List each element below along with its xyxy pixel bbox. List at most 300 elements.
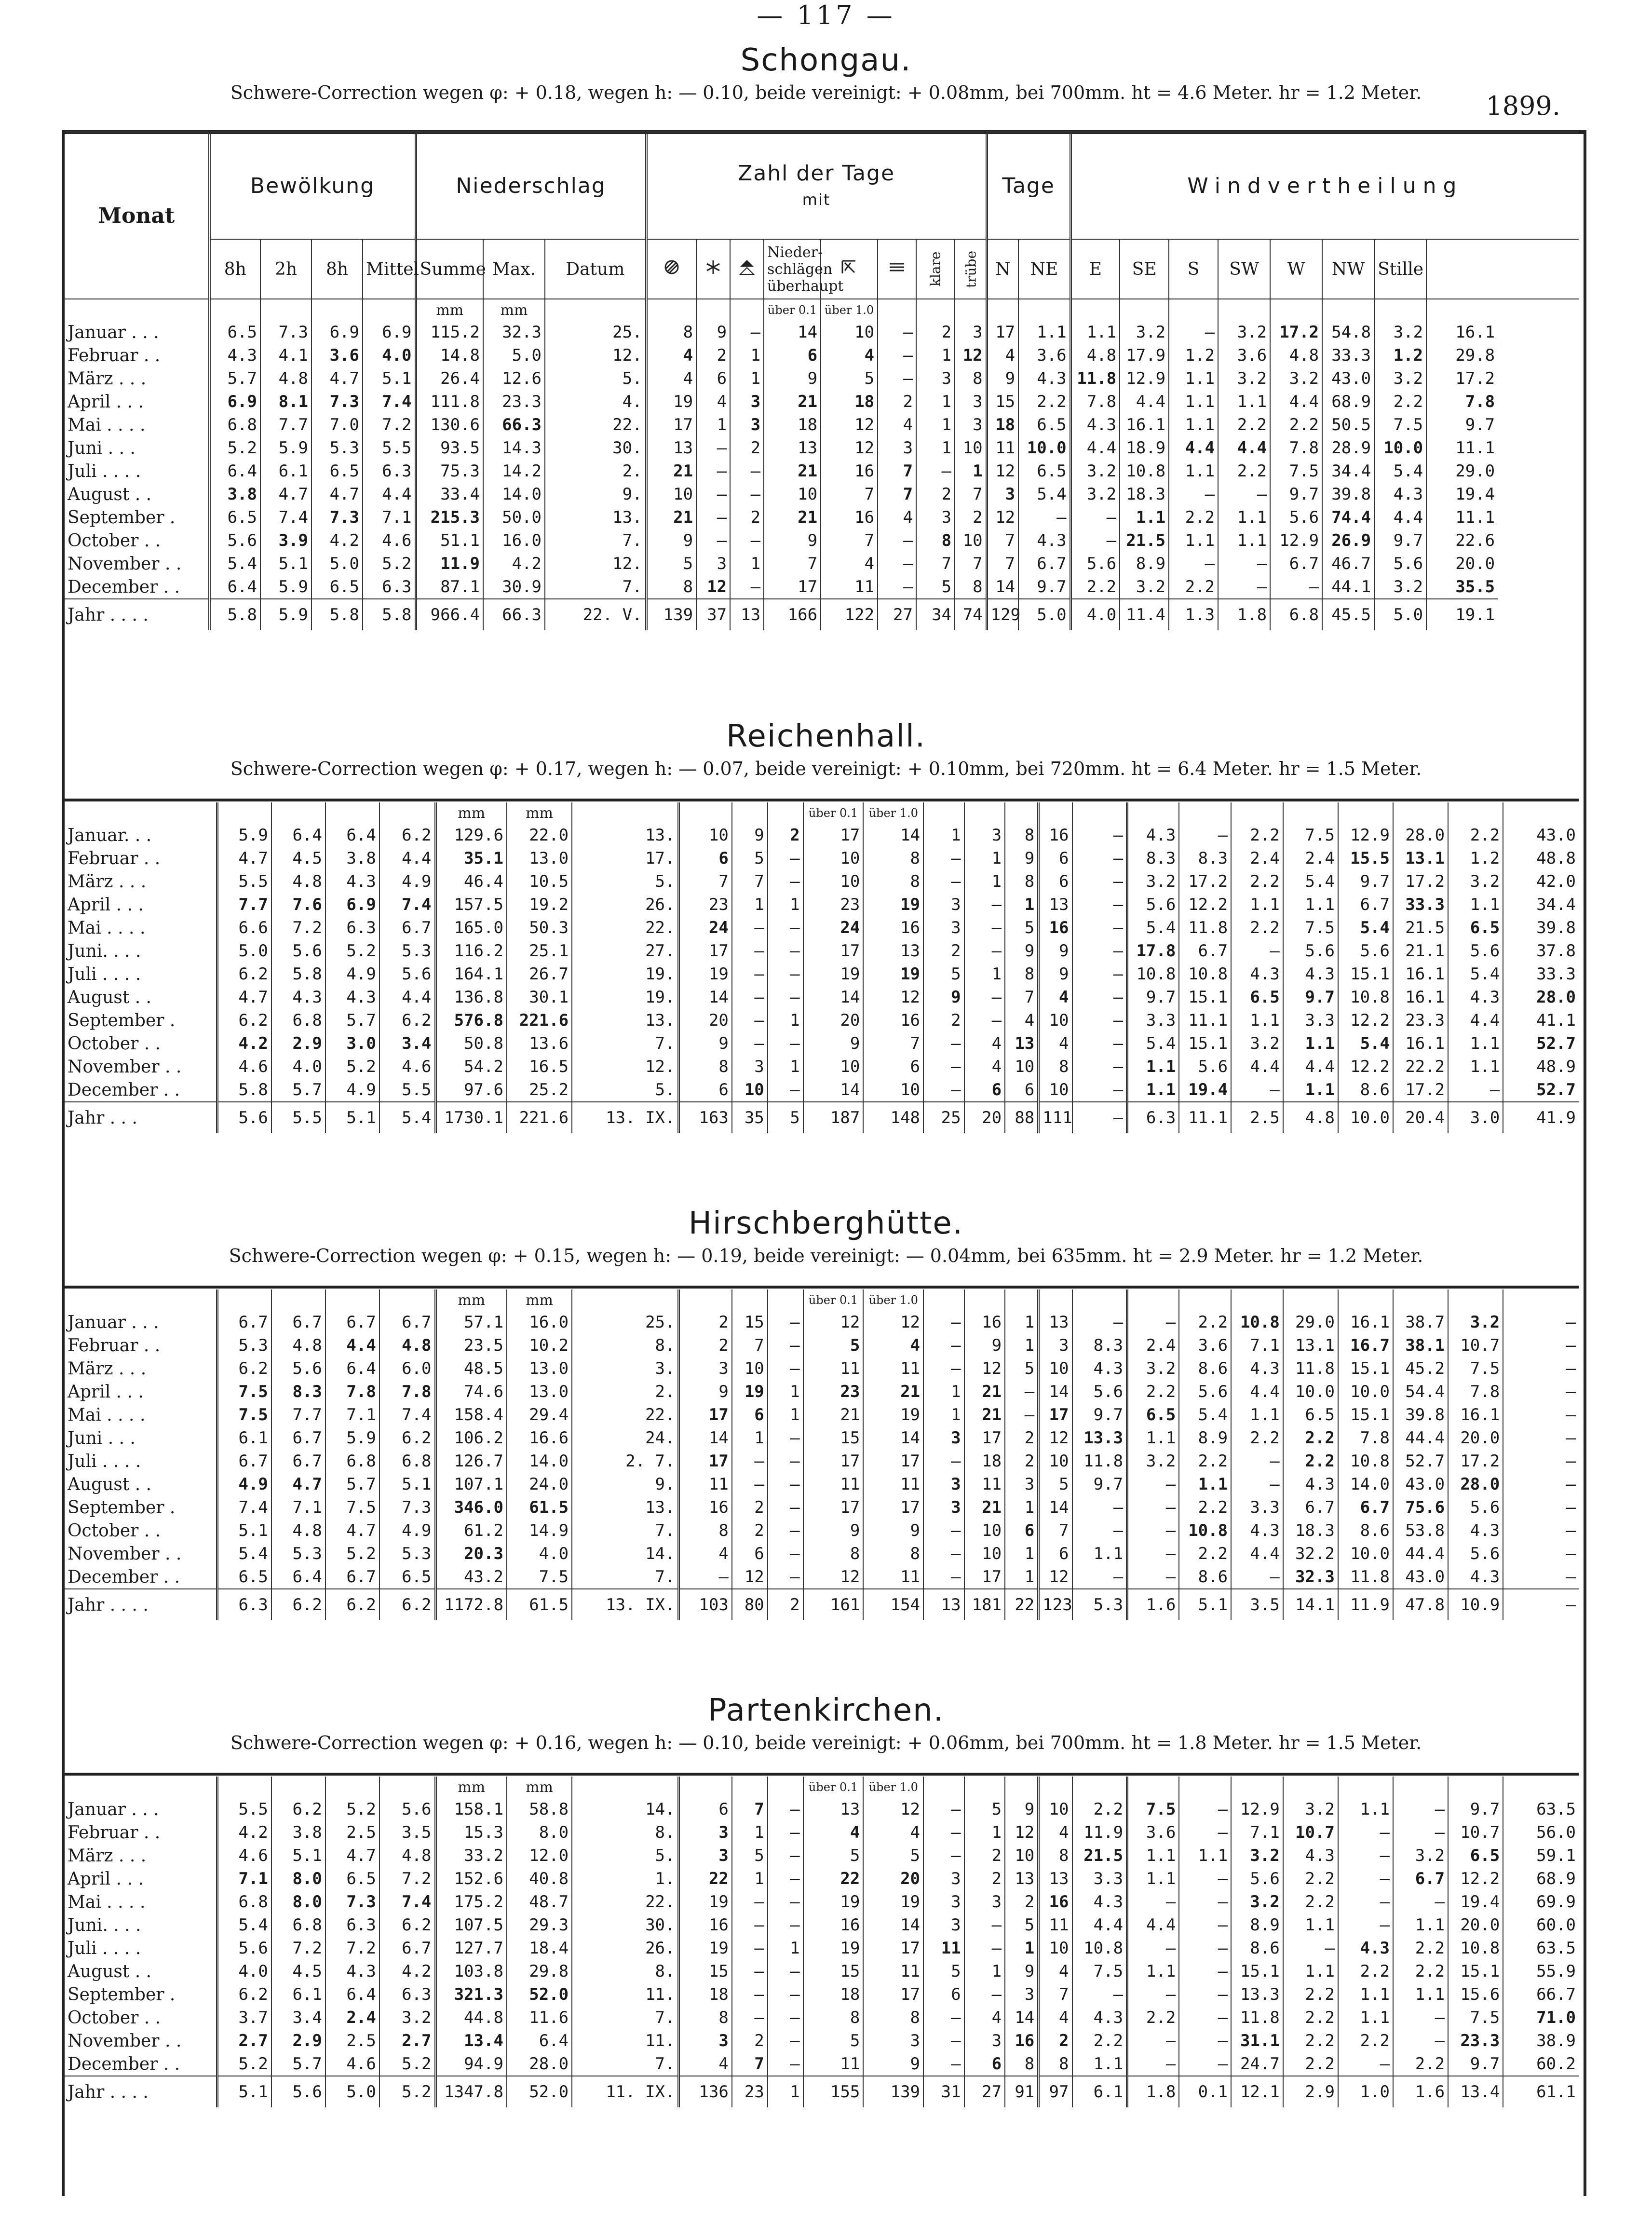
value-cell: 17 — [964, 1426, 1005, 1450]
value-cell: 5.0 — [483, 344, 545, 367]
value-cell: 48.8 — [1536, 849, 1576, 868]
value-cell: 17.8 — [1127, 939, 1179, 963]
value-cell: 80 — [732, 1589, 768, 1620]
value-cell: – — [768, 1032, 803, 1055]
value-cell: 5.6 — [217, 1102, 271, 1133]
value-cell: 3.2 — [1120, 575, 1169, 599]
month-label: Januar . . . — [65, 321, 209, 344]
value-cell: 1 — [916, 390, 955, 413]
value-cell: 50.3 — [507, 916, 572, 939]
value-cell: 1.1 — [1218, 390, 1270, 413]
value-cell: 5 — [923, 963, 964, 986]
value-cell: 4.3 — [1448, 1565, 1503, 1589]
value-cell: 8 — [1039, 2052, 1072, 2076]
month-label: December . . — [65, 575, 209, 599]
value-cell: 10 — [732, 1078, 768, 1102]
value-cell: 10.2 — [507, 1334, 572, 1357]
value-cell: 12 — [803, 1565, 864, 1589]
value-cell: 6 — [696, 367, 730, 390]
value-cell: 12.9 — [1231, 1798, 1283, 1821]
value-cell: 12 — [863, 1798, 923, 1821]
value-cell: 3.6 — [1218, 344, 1270, 367]
value-cell: 1.1 — [1448, 1055, 1503, 1078]
value-cell: 6.1 — [217, 1426, 271, 1450]
value-cell: 6 — [1039, 847, 1072, 870]
value-cell: 30. — [545, 436, 646, 460]
value-cell: 12 — [987, 460, 1018, 483]
value-cell: 5.4 — [1179, 1403, 1231, 1426]
value-cell: 7.3 — [325, 1890, 379, 1913]
value-cell: 5.6 — [1374, 552, 1426, 575]
value-cell: 7.5 — [217, 1380, 271, 1403]
value-cell: 3 — [916, 506, 955, 529]
value-cell: 1 — [768, 1937, 803, 1960]
value-cell: 10 — [1039, 1009, 1072, 1032]
value-cell: 10.8 — [1179, 1519, 1231, 1542]
value-cell: 1 — [1005, 1937, 1039, 1960]
value-cell: – — [1127, 1937, 1179, 1960]
value-cell: 4.6 — [217, 1844, 271, 1867]
month-label: December . . — [65, 1078, 217, 1102]
value-cell: 1 — [1005, 1565, 1039, 1589]
value-cell: 26.7 — [507, 963, 572, 986]
value-cell: 5.6 — [271, 939, 325, 963]
value-cell: 2.2 — [1127, 1380, 1179, 1403]
value-cell: 17 — [646, 413, 696, 436]
header-h8b: 8h — [311, 239, 363, 299]
value-cell: 3.8 — [209, 483, 260, 506]
value-cell: 6.2 — [379, 1589, 435, 1620]
value-cell: 6.5 — [1127, 1403, 1179, 1426]
value-cell: 4.6 — [217, 1055, 271, 1078]
value-cell: 7 — [821, 529, 878, 552]
value-cell: 6.9 — [311, 321, 363, 344]
value-cell: 1.1 — [1338, 2006, 1393, 2029]
value-cell: 11. — [572, 1983, 679, 2006]
value-cell: – — [696, 460, 730, 483]
value-cell: 3 — [955, 390, 987, 413]
value-cell: – — [923, 2029, 964, 2052]
value-cell: 7.5 — [1127, 1798, 1179, 1821]
value-cell: 9 — [1005, 847, 1039, 870]
value-cell: – — [696, 506, 730, 529]
value-cell: 7. — [572, 1032, 679, 1055]
value-cell: 4 — [821, 552, 878, 575]
value-cell: 4.3 — [1338, 1937, 1393, 1960]
value-cell: 8.6 — [1338, 1078, 1393, 1102]
value-cell: – — [1566, 1336, 1576, 1355]
value-cell: 2.2 — [1179, 1311, 1231, 1334]
value-cell: 22 — [1005, 1589, 1039, 1620]
value-cell: 3 — [955, 321, 987, 344]
value-cell: 3.2 — [1283, 1798, 1338, 1821]
month-label: August . . — [65, 1960, 217, 1983]
value-cell: 5. — [572, 1844, 679, 1867]
value-cell: 3.5 — [1231, 1589, 1283, 1620]
value-cell: 11 — [803, 1357, 864, 1380]
value-cell: 10.8 — [1127, 963, 1179, 986]
value-cell: 9 — [646, 529, 696, 552]
value-cell: – — [1270, 575, 1322, 599]
value-cell: – — [1393, 1798, 1448, 1821]
value-cell: 17.2 — [1455, 369, 1495, 388]
value-cell: 16.1 — [1393, 963, 1448, 986]
value-cell: – — [964, 1937, 1005, 1960]
value-cell: 7.8 — [1465, 392, 1495, 411]
value-cell: 17 — [803, 1496, 864, 1519]
value-cell: 10.8 — [1120, 460, 1169, 483]
value-cell: 6.2 — [217, 1009, 271, 1032]
value-cell: 1.2 — [1374, 344, 1426, 367]
value-cell: 6.9 — [209, 390, 260, 413]
value-cell: 7. — [572, 2052, 679, 2076]
value-cell: 5.6 — [1127, 893, 1179, 916]
value-cell: 1 — [732, 1821, 768, 1844]
value-cell: 12 — [863, 1311, 923, 1334]
value-cell: 10 — [764, 483, 821, 506]
value-cell: 5 — [803, 2029, 864, 2052]
value-cell: 1.1 — [1127, 1844, 1179, 1867]
value-cell: 5. — [572, 1078, 679, 1102]
month-row — [65, 870, 1579, 893]
value-cell: 50.5 — [1322, 413, 1374, 436]
value-cell: 1.1 — [1127, 1867, 1179, 1890]
value-cell: – — [732, 963, 768, 986]
value-cell: – — [964, 1913, 1005, 1937]
value-cell: 2.9 — [1283, 2076, 1338, 2107]
value-cell: – — [1127, 1983, 1179, 2006]
value-cell: 7. — [572, 1519, 679, 1542]
climate-table — [65, 1773, 1579, 2107]
value-cell: 12 — [803, 1311, 864, 1334]
value-cell: 3.2 — [1231, 1890, 1283, 1913]
value-cell: 14.1 — [1283, 1589, 1338, 1620]
value-cell: – — [1127, 2052, 1179, 2076]
value-cell: 8 — [1039, 1055, 1072, 1078]
value-cell: 5.4 — [217, 1542, 271, 1565]
value-cell: 6.4 — [325, 1983, 379, 2006]
month-row — [65, 1032, 1579, 1055]
value-cell: 6.4 — [507, 2029, 572, 2052]
month-label: April . . . — [65, 1867, 217, 1890]
value-cell: – — [1072, 824, 1127, 847]
value-cell: 61.5 — [507, 1496, 572, 1519]
value-cell: 1 — [1005, 1334, 1039, 1357]
value-cell: 115.2 — [416, 321, 483, 344]
value-cell: 37.8 — [1536, 941, 1576, 961]
value-cell: 18.4 — [507, 1937, 572, 1960]
value-cell: – — [964, 916, 1005, 939]
value-cell: 2.4 — [1127, 1334, 1179, 1357]
value-cell: 18 — [821, 390, 878, 413]
month-label: Februar . . — [65, 1334, 217, 1357]
value-cell: 71.0 — [1536, 2008, 1576, 2027]
value-cell: 17.2 — [1270, 321, 1322, 344]
value-cell: – — [964, 1983, 1005, 2006]
value-cell: 12.2 — [1179, 893, 1231, 916]
value-cell: 4.4 — [325, 1334, 379, 1357]
value-cell: 4 — [1039, 1032, 1072, 1055]
value-cell: 7.5 — [1448, 2006, 1503, 2029]
value-cell: 7.5 — [1270, 460, 1322, 483]
value-cell: 93.5 — [416, 436, 483, 460]
value-cell: – — [768, 939, 803, 963]
value-cell: 5.5 — [271, 1102, 325, 1133]
value-cell: 4.4 — [379, 847, 435, 870]
value-cell: 10.8 — [1448, 1937, 1503, 1960]
value-cell: 10.7 — [1448, 1821, 1503, 1844]
value-cell: 10.8 — [1231, 1311, 1283, 1334]
value-cell: 10 — [1039, 1937, 1072, 1960]
value-cell: 4.3 — [1018, 367, 1070, 390]
month-row — [65, 1890, 1579, 1913]
value-cell: 3.2 — [1231, 1032, 1283, 1055]
value-cell: 21 — [863, 1380, 923, 1403]
value-cell: 17.2 — [1179, 870, 1231, 893]
value-cell: 18 — [679, 1983, 732, 2006]
value-cell: 4 — [679, 1542, 732, 1565]
value-cell: 8 — [863, 870, 923, 893]
value-cell: 7.8 — [1070, 390, 1120, 413]
value-cell: 38.1 — [1393, 1334, 1448, 1357]
value-cell: 6.2 — [217, 1357, 271, 1380]
year-label: 1899. — [1486, 91, 1560, 121]
value-cell: 9.7 — [1072, 1473, 1127, 1496]
value-cell: 4 — [1039, 1960, 1072, 1983]
value-cell: 7.2 — [271, 1937, 325, 1960]
value-cell: 6.7 — [1338, 893, 1393, 916]
month-label: Februar . . — [65, 1821, 217, 1844]
value-cell: 48.9 — [1536, 1057, 1576, 1076]
value-cell: 11 — [863, 1473, 923, 1496]
value-cell: 5.0 — [1018, 599, 1070, 630]
value-cell: 3 — [696, 552, 730, 575]
value-cell: 4.3 — [1448, 1519, 1503, 1542]
value-cell: 4.6 — [363, 529, 416, 552]
value-cell: – — [768, 1450, 803, 1473]
value-cell: 16.6 — [507, 1426, 572, 1450]
value-cell: 20.0 — [1455, 554, 1495, 573]
month-label: August . . — [65, 986, 217, 1009]
value-cell: 11. — [572, 2029, 679, 2052]
value-cell: – — [1566, 1428, 1576, 1448]
value-cell: 4.3 — [1283, 963, 1338, 986]
value-cell: 66.3 — [483, 413, 545, 436]
value-cell: 3.0 — [325, 1032, 379, 1055]
value-cell: 15.1 — [1338, 1357, 1393, 1380]
value-cell: 3.2 — [1127, 1450, 1179, 1473]
value-cell: 5.2 — [325, 1798, 379, 1821]
value-cell: 5.6 — [217, 1937, 271, 1960]
value-cell: – — [1072, 1102, 1127, 1133]
value-cell: 158.1 — [435, 1798, 507, 1821]
value-cell: 6.2 — [379, 1009, 435, 1032]
month-label: September . — [65, 1496, 217, 1519]
value-cell: – — [1393, 2029, 1448, 2052]
month-label: December . . — [65, 1565, 217, 1589]
value-cell: 22.0 — [507, 824, 572, 847]
value-cell: 8.0 — [271, 1890, 325, 1913]
value-cell: 25 — [923, 1102, 964, 1133]
value-cell: 3.2 — [1070, 483, 1120, 506]
value-cell: 15.1 — [1179, 986, 1231, 1009]
value-cell: – — [768, 1542, 803, 1565]
value-cell: 91 — [1005, 2076, 1039, 2107]
value-cell: 6.2 — [325, 1589, 379, 1620]
value-cell: 1.1 — [1169, 367, 1218, 390]
value-cell: 2.2 — [1127, 2006, 1179, 2029]
value-cell: 6.4 — [325, 1357, 379, 1380]
value-cell: 10 — [646, 483, 696, 506]
value-cell: 17 — [803, 939, 864, 963]
value-cell: 3 — [964, 824, 1005, 847]
hail-triangle-icon — [730, 239, 764, 299]
value-cell: 4.3 — [1127, 824, 1179, 847]
value-cell: 5.3 — [1072, 1589, 1127, 1620]
month-row — [65, 824, 1579, 847]
value-cell: 14 — [863, 824, 923, 847]
value-cell: 13. — [545, 506, 646, 529]
value-cell: 1 — [1005, 893, 1039, 916]
value-cell: 19 — [863, 1890, 923, 1913]
value-cell: 59.1 — [1536, 1846, 1576, 1865]
value-cell: 19.1 — [1426, 599, 1498, 630]
value-cell: 61.2 — [435, 1519, 507, 1542]
value-cell: – — [732, 1450, 768, 1473]
unit-over-1-0: über 1.0 — [863, 1289, 923, 1311]
month-row — [65, 321, 1579, 344]
value-cell: 25.2 — [507, 1078, 572, 1102]
value-cell: 10 — [803, 870, 864, 893]
value-cell: 6.3 — [363, 460, 416, 483]
value-cell: 8 — [1039, 1844, 1072, 1867]
month-row — [65, 460, 1579, 483]
month-row — [65, 1426, 1579, 1450]
month-label: Januar . . . — [65, 1311, 217, 1334]
value-cell: 1 — [1005, 1542, 1039, 1565]
value-cell: 8 — [1005, 824, 1039, 847]
value-cell: 15.1 — [1338, 963, 1393, 986]
value-cell: 4.0 — [363, 344, 416, 367]
value-cell: 5. — [545, 367, 646, 390]
value-cell: 7.2 — [271, 916, 325, 939]
value-cell: 2 — [730, 506, 764, 529]
value-cell: 5.8 — [363, 599, 416, 630]
value-cell: 7.8 — [1448, 1380, 1503, 1403]
value-cell: – — [923, 1055, 964, 1078]
value-cell: 18.9 — [1120, 436, 1169, 460]
value-cell: 9.7 — [1072, 1403, 1127, 1426]
value-cell: 7.5 — [1283, 916, 1338, 939]
value-cell: 10.9 — [1448, 1589, 1503, 1620]
value-cell: 5.6 — [271, 1357, 325, 1380]
header-summe: Summe — [416, 239, 483, 299]
value-cell: 13.4 — [1448, 2076, 1503, 2107]
value-cell: 6.0 — [379, 1357, 435, 1380]
value-cell: – — [1179, 1867, 1231, 1890]
value-cell: 2 — [732, 1496, 768, 1519]
value-cell: – — [1179, 1983, 1231, 2006]
value-cell: 7.8 — [1270, 436, 1322, 460]
value-cell: 2.2 — [1179, 1496, 1231, 1519]
value-cell: 3 — [955, 413, 987, 436]
month-label: März . . . — [65, 870, 217, 893]
value-cell: 19 — [646, 390, 696, 413]
value-cell: – — [732, 2006, 768, 2029]
value-cell: 6.5 — [1018, 413, 1070, 436]
value-cell: 8 — [679, 1519, 732, 1542]
value-cell: 3 — [679, 1844, 732, 1867]
month-label: Jahr . . . . — [65, 1589, 217, 1620]
month-row — [65, 1519, 1579, 1542]
value-cell: 5.1 — [260, 552, 311, 575]
value-cell: 4.2 — [483, 552, 545, 575]
value-cell: 44.1 — [1322, 575, 1374, 599]
value-cell: 23.3 — [1448, 2029, 1503, 2052]
value-cell: 6.7 — [217, 1450, 271, 1473]
value-cell: 1.1 — [1283, 1913, 1338, 1937]
value-cell: 4.8 — [271, 870, 325, 893]
value-cell: 576.8 — [435, 1009, 507, 1032]
value-cell: 8. — [572, 1821, 679, 1844]
value-cell: – — [732, 1032, 768, 1055]
month-row — [65, 1844, 1579, 1867]
value-cell: 9.7 — [1465, 415, 1495, 434]
units-row — [65, 802, 1579, 824]
value-cell: 13.1 — [1283, 1334, 1338, 1357]
value-cell: – — [916, 460, 955, 483]
value-cell: 52.7 — [1536, 1034, 1576, 1053]
value-cell: 11.9 — [416, 552, 483, 575]
value-cell: 10 — [955, 436, 987, 460]
value-cell: 5.9 — [260, 599, 311, 630]
value-cell: 9 — [863, 2052, 923, 2076]
value-cell: – — [1338, 2052, 1393, 2076]
value-cell: 5.4 — [1127, 916, 1179, 939]
value-cell: 7 — [821, 483, 878, 506]
value-cell: – — [1179, 824, 1231, 847]
value-cell: 7 — [764, 552, 821, 575]
value-cell: 5.1 — [217, 2076, 271, 2107]
value-cell: 4.3 — [209, 344, 260, 367]
value-cell: – — [878, 367, 916, 390]
value-cell: 139 — [646, 599, 696, 630]
value-cell: 6.8 — [271, 1913, 325, 1937]
value-cell: – — [679, 1565, 732, 1589]
value-cell: 4.9 — [217, 1473, 271, 1496]
value-cell: 1 — [964, 963, 1005, 986]
value-cell: 3.4 — [379, 1032, 435, 1055]
value-cell: 4.3 — [1231, 963, 1283, 986]
value-cell: – — [768, 2052, 803, 2076]
value-cell: 1 — [696, 413, 730, 436]
value-cell: – — [923, 1450, 964, 1473]
value-cell: 2.2 — [1070, 575, 1120, 599]
value-cell: 41.1 — [1536, 1011, 1576, 1030]
value-cell: 5.6 — [1231, 1867, 1283, 1890]
value-cell: 4 — [803, 1821, 864, 1844]
value-cell: 4.9 — [325, 963, 379, 986]
value-cell: 28.9 — [1322, 436, 1374, 460]
value-cell: 321.3 — [435, 1983, 507, 2006]
value-cell: – — [768, 1983, 803, 2006]
value-cell: 4.0 — [507, 1542, 572, 1565]
value-cell: 14 — [679, 986, 732, 1009]
month-label: April . . . — [65, 1380, 217, 1403]
value-cell: 24 — [803, 916, 864, 939]
value-cell: 5.2 — [363, 552, 416, 575]
unit-over-0-1: über 0.1 — [803, 1289, 864, 1311]
